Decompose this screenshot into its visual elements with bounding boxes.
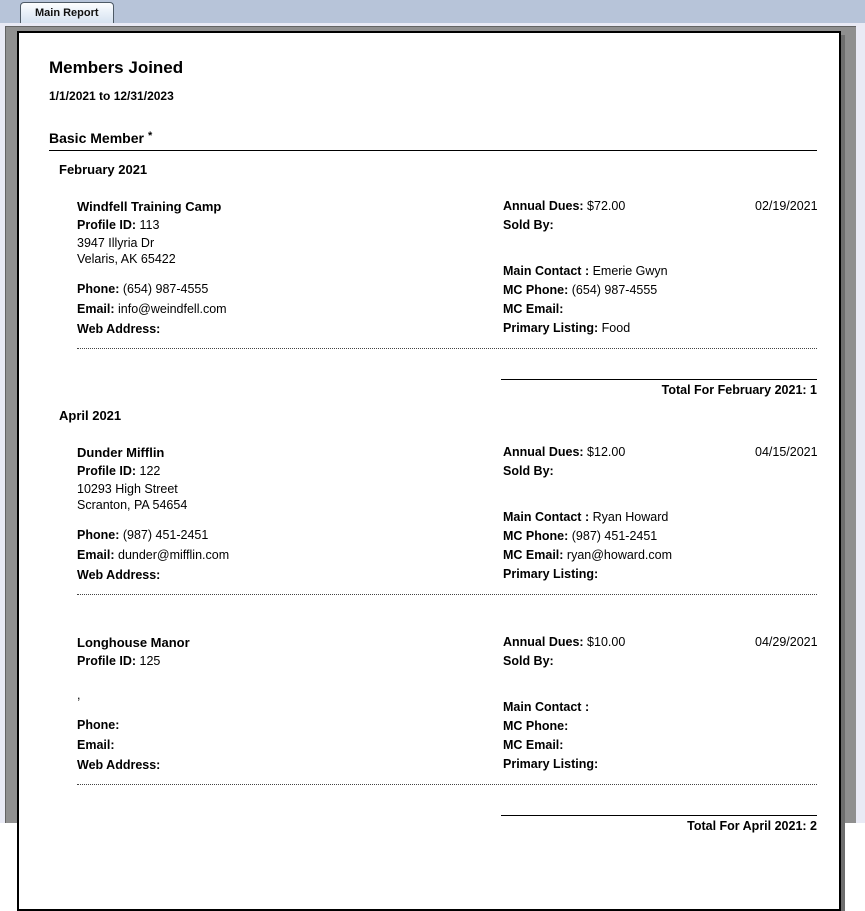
mc-phone-value: (987) 451-2451 xyxy=(571,529,658,543)
primary-listing-line xyxy=(503,755,755,774)
email-line xyxy=(77,299,503,319)
annual-dues-value: $72.00 xyxy=(587,199,626,213)
main-contact-value: Emerie Gwyn xyxy=(592,264,668,278)
annual-dues-line xyxy=(503,443,755,462)
annual-dues-value: $10.00 xyxy=(587,635,626,649)
address-line-1: 10293 High Street xyxy=(77,482,178,496)
profile-id-value: 113 xyxy=(139,218,160,232)
month-header: February 2021 xyxy=(59,162,148,177)
main-contact-label: Main Contact : xyxy=(503,700,590,714)
phone-label: Phone: xyxy=(77,528,120,542)
email-label: Email: xyxy=(77,738,115,752)
address-line-1 xyxy=(77,671,503,687)
viewer-canvas xyxy=(5,26,856,833)
month-group-april-2021 xyxy=(59,408,817,833)
main-contact-line xyxy=(503,508,755,527)
tab-main-report[interactable] xyxy=(20,2,114,23)
group-total-row xyxy=(59,815,817,833)
web-address-line xyxy=(77,755,503,775)
phone-label: Phone: xyxy=(77,282,120,296)
annual-dues-label: Annual Dues: xyxy=(503,199,584,213)
sold-by-label: Sold By: xyxy=(503,654,554,668)
annual-dues-line xyxy=(503,197,755,216)
group-total-row xyxy=(59,379,817,397)
member-record-dunder-mifflin xyxy=(77,443,817,585)
email-value: info@weindfell.com xyxy=(118,302,227,316)
mc-email-value: ryan@howard.com xyxy=(566,548,673,562)
profile-id-value: 122 xyxy=(139,464,161,478)
address-line-2: Scranton, PA 54654 xyxy=(77,498,188,512)
email-label: Email: xyxy=(77,302,115,316)
member-separator xyxy=(77,348,817,349)
member-name: Longhouse Manor xyxy=(77,635,190,650)
web-address-label: Web Address: xyxy=(77,568,161,582)
group-total: Total For April 2021: 2 xyxy=(501,815,817,833)
mc-phone-value: (654) 987-4555 xyxy=(571,283,658,297)
member-record-windfell xyxy=(77,197,817,339)
primary-listing-line xyxy=(503,565,755,584)
primary-listing-label: Primary Listing: xyxy=(503,567,599,581)
address-line-1: 3947 Illyria Dr xyxy=(77,236,155,250)
web-address-line xyxy=(77,565,503,585)
section-header xyxy=(49,130,817,151)
primary-listing-label: Primary Listing: xyxy=(503,757,599,771)
mc-phone-label: MC Phone: xyxy=(503,283,569,297)
address-line-2: , xyxy=(77,688,81,702)
joined-date: 04/15/2021 xyxy=(755,445,818,459)
member-name: Windfell Training Camp xyxy=(77,199,222,214)
mc-email-line xyxy=(503,736,755,755)
member-name: Dunder Mifflin xyxy=(77,445,165,460)
email-label: Email: xyxy=(77,548,115,562)
tab-label: Main Report xyxy=(35,7,99,19)
annual-dues-value: $12.00 xyxy=(587,445,626,459)
profile-id-label: Profile ID: xyxy=(77,464,137,478)
mc-email-label: MC Email: xyxy=(503,302,564,316)
month-header: April 2021 xyxy=(59,408,122,423)
member-separator xyxy=(77,594,817,595)
member-separator xyxy=(77,784,817,785)
month-group-february-2021 xyxy=(59,162,817,397)
member-right-column xyxy=(503,633,755,775)
web-address-line xyxy=(77,319,503,339)
mc-email-label: MC Email: xyxy=(503,738,564,752)
phone-label: Phone: xyxy=(77,718,120,732)
profile-id-label: Profile ID: xyxy=(77,218,137,232)
email-line xyxy=(77,735,503,755)
primary-listing-label: Primary Listing: xyxy=(503,321,599,335)
annual-dues-label: Annual Dues: xyxy=(503,445,584,459)
annual-dues-label: Annual Dues: xyxy=(503,635,584,649)
main-contact-label: Main Contact : xyxy=(503,264,590,278)
sold-by-line xyxy=(503,652,755,671)
joined-date: 02/19/2021 xyxy=(755,199,818,213)
viewer-frame xyxy=(0,23,865,833)
report-page xyxy=(17,31,841,911)
phone-line xyxy=(77,715,503,735)
address-line-2: Velaris, AK 65422 xyxy=(77,252,176,266)
email-line xyxy=(77,545,503,565)
sold-by-line xyxy=(503,462,755,481)
main-contact-line xyxy=(503,262,755,281)
sold-by-label: Sold By: xyxy=(503,464,554,478)
member-left-column xyxy=(77,633,503,775)
mc-phone-line xyxy=(503,527,755,546)
profile-id-label: Profile ID: xyxy=(77,654,137,668)
mc-phone-line xyxy=(503,717,755,736)
profile-id-line xyxy=(77,652,503,671)
annual-dues-line xyxy=(503,633,755,652)
main-contact-value: Ryan Howard xyxy=(592,510,669,524)
profile-id-value: 125 xyxy=(139,654,161,668)
main-contact-label: Main Contact : xyxy=(503,510,590,524)
main-contact-line xyxy=(503,698,755,717)
group-total: Total For February 2021: 1 xyxy=(501,379,817,397)
phone-value: (987) 451-2451 xyxy=(122,528,209,542)
member-right-column xyxy=(503,443,755,585)
primary-listing-line xyxy=(503,319,755,338)
phone-line xyxy=(77,525,503,545)
section-asterisk: * xyxy=(147,130,153,142)
phone-line xyxy=(77,279,503,299)
mc-email-label: MC Email: xyxy=(503,548,564,562)
mc-email-line xyxy=(503,300,755,319)
tab-strip xyxy=(0,0,865,23)
sold-by-label: Sold By: xyxy=(503,218,554,232)
member-left-column xyxy=(77,443,503,585)
phone-value: (654) 987-4555 xyxy=(122,282,209,296)
report-date-range: 1/1/2021 to 12/31/2023 xyxy=(49,89,174,103)
joined-date: 04/29/2021 xyxy=(755,635,818,649)
profile-id-line xyxy=(77,462,503,481)
mc-phone-label: MC Phone: xyxy=(503,529,569,543)
email-value: dunder@mifflin.com xyxy=(118,548,230,562)
profile-id-line xyxy=(77,216,503,235)
section-name: Basic Member xyxy=(49,130,144,146)
member-left-column xyxy=(77,197,503,339)
web-address-label: Web Address: xyxy=(77,758,161,772)
member-right-column xyxy=(503,197,755,339)
mc-phone-line xyxy=(503,281,755,300)
mc-phone-label: MC Phone: xyxy=(503,719,569,733)
primary-listing-value: Food xyxy=(601,321,631,335)
report-title: Members Joined xyxy=(49,58,184,77)
member-record-longhouse-manor xyxy=(77,633,817,775)
mc-email-line xyxy=(503,546,755,565)
sold-by-line xyxy=(503,216,755,235)
web-address-label: Web Address: xyxy=(77,322,161,336)
